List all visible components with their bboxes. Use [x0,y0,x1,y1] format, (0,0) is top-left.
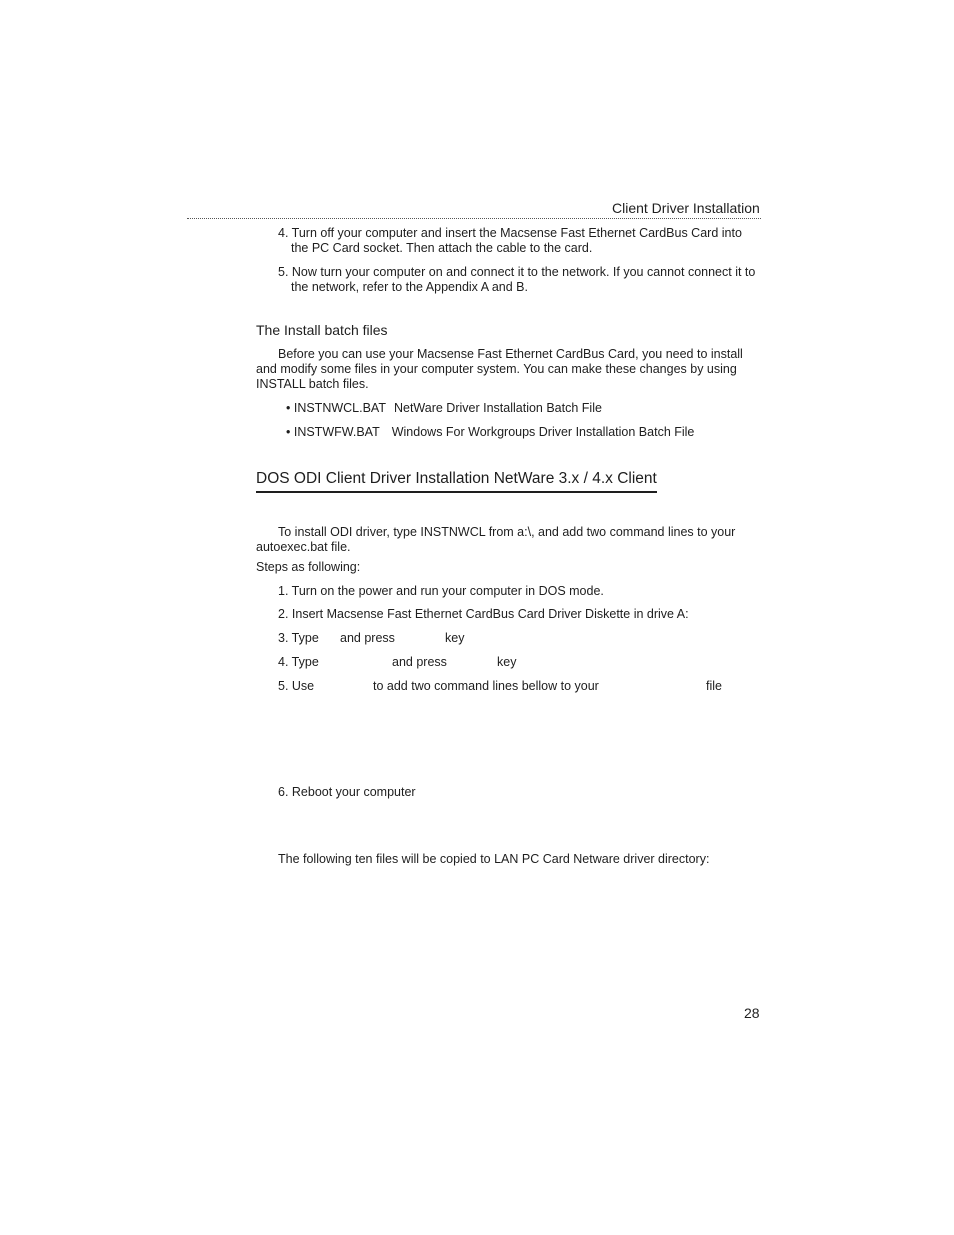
dos-step-5-a: 5. Use [278,679,315,693]
bullet-description: NetWare Driver Installation Batch File [393,401,602,415]
step-5-line-1: 5. Now turn your computer on and connect it to the network. If you cannot connect it to [278,265,756,279]
dos-step-3-c: key [445,631,465,645]
steps-label: Steps as following: [256,560,361,574]
install-batch-para-line-3: INSTALL batch files. [256,377,369,391]
step-4-line-2: the PC Card socket. Then attach the cable to the card. [291,241,593,255]
running-header: Client Driver Installation [612,200,760,216]
bullet-file-name: • INSTWFW.BAT [286,425,380,439]
install-batch-para-line-2: and modify some files in your computer system. You can make these changes by using [256,362,737,376]
dos-step-3-b: and press [340,631,395,645]
bullet-instwfw [286,425,694,440]
dos-step-1: 1. Turn on the power and run your computer in DOS mode. [278,584,604,598]
page-number: 28 [744,1005,760,1021]
dos-step-5-b: to add two command lines bellow to your [373,679,599,693]
dos-step-4-a: 4. Type [278,655,319,669]
dos-step-4-c: key [497,655,517,669]
dos-odi-intro-line-2: autoexec.bat file. [256,540,351,554]
header-dotted-rule [187,218,761,219]
dos-step-4-b: and press [392,655,447,669]
bullet-instnwcl [286,401,602,416]
dos-step-6: 6. Reboot your computer [278,785,416,799]
dos-odi-heading: DOS ODI Client Driver Installation NetWare 3.x / 4.x Client [256,470,657,493]
install-batch-title: The Install batch files [256,322,388,338]
dos-step-2: 2. Insert Macsense Fast Ethernet CardBus Card Driver Diskette in drive A: [278,607,689,621]
step-4-line-1: 4. Turn off your computer and insert the Macsense Fast Ethernet CardBus Card into [278,226,742,240]
step-5-line-2: the network, refer to the Appendix A and B. [291,280,528,294]
install-batch-para-line-1: Before you can use your Macsense Fast Ethernet CardBus Card, you need to install [278,347,743,361]
bullet-description: Windows For Workgroups Driver Installation Batch File [391,425,695,439]
dos-odi-intro-line-1: To install ODI driver, type INSTNWCL from a:\, and add two command lines to your [278,525,736,539]
dos-step-5-c: file [706,679,722,693]
files-intro: The following ten files will be copied to LAN PC Card Netware driver directory: [278,852,710,866]
dos-step-3-a: 3. Type [278,631,319,645]
bullet-file-name: • INSTNWCL.BAT [286,401,386,415]
